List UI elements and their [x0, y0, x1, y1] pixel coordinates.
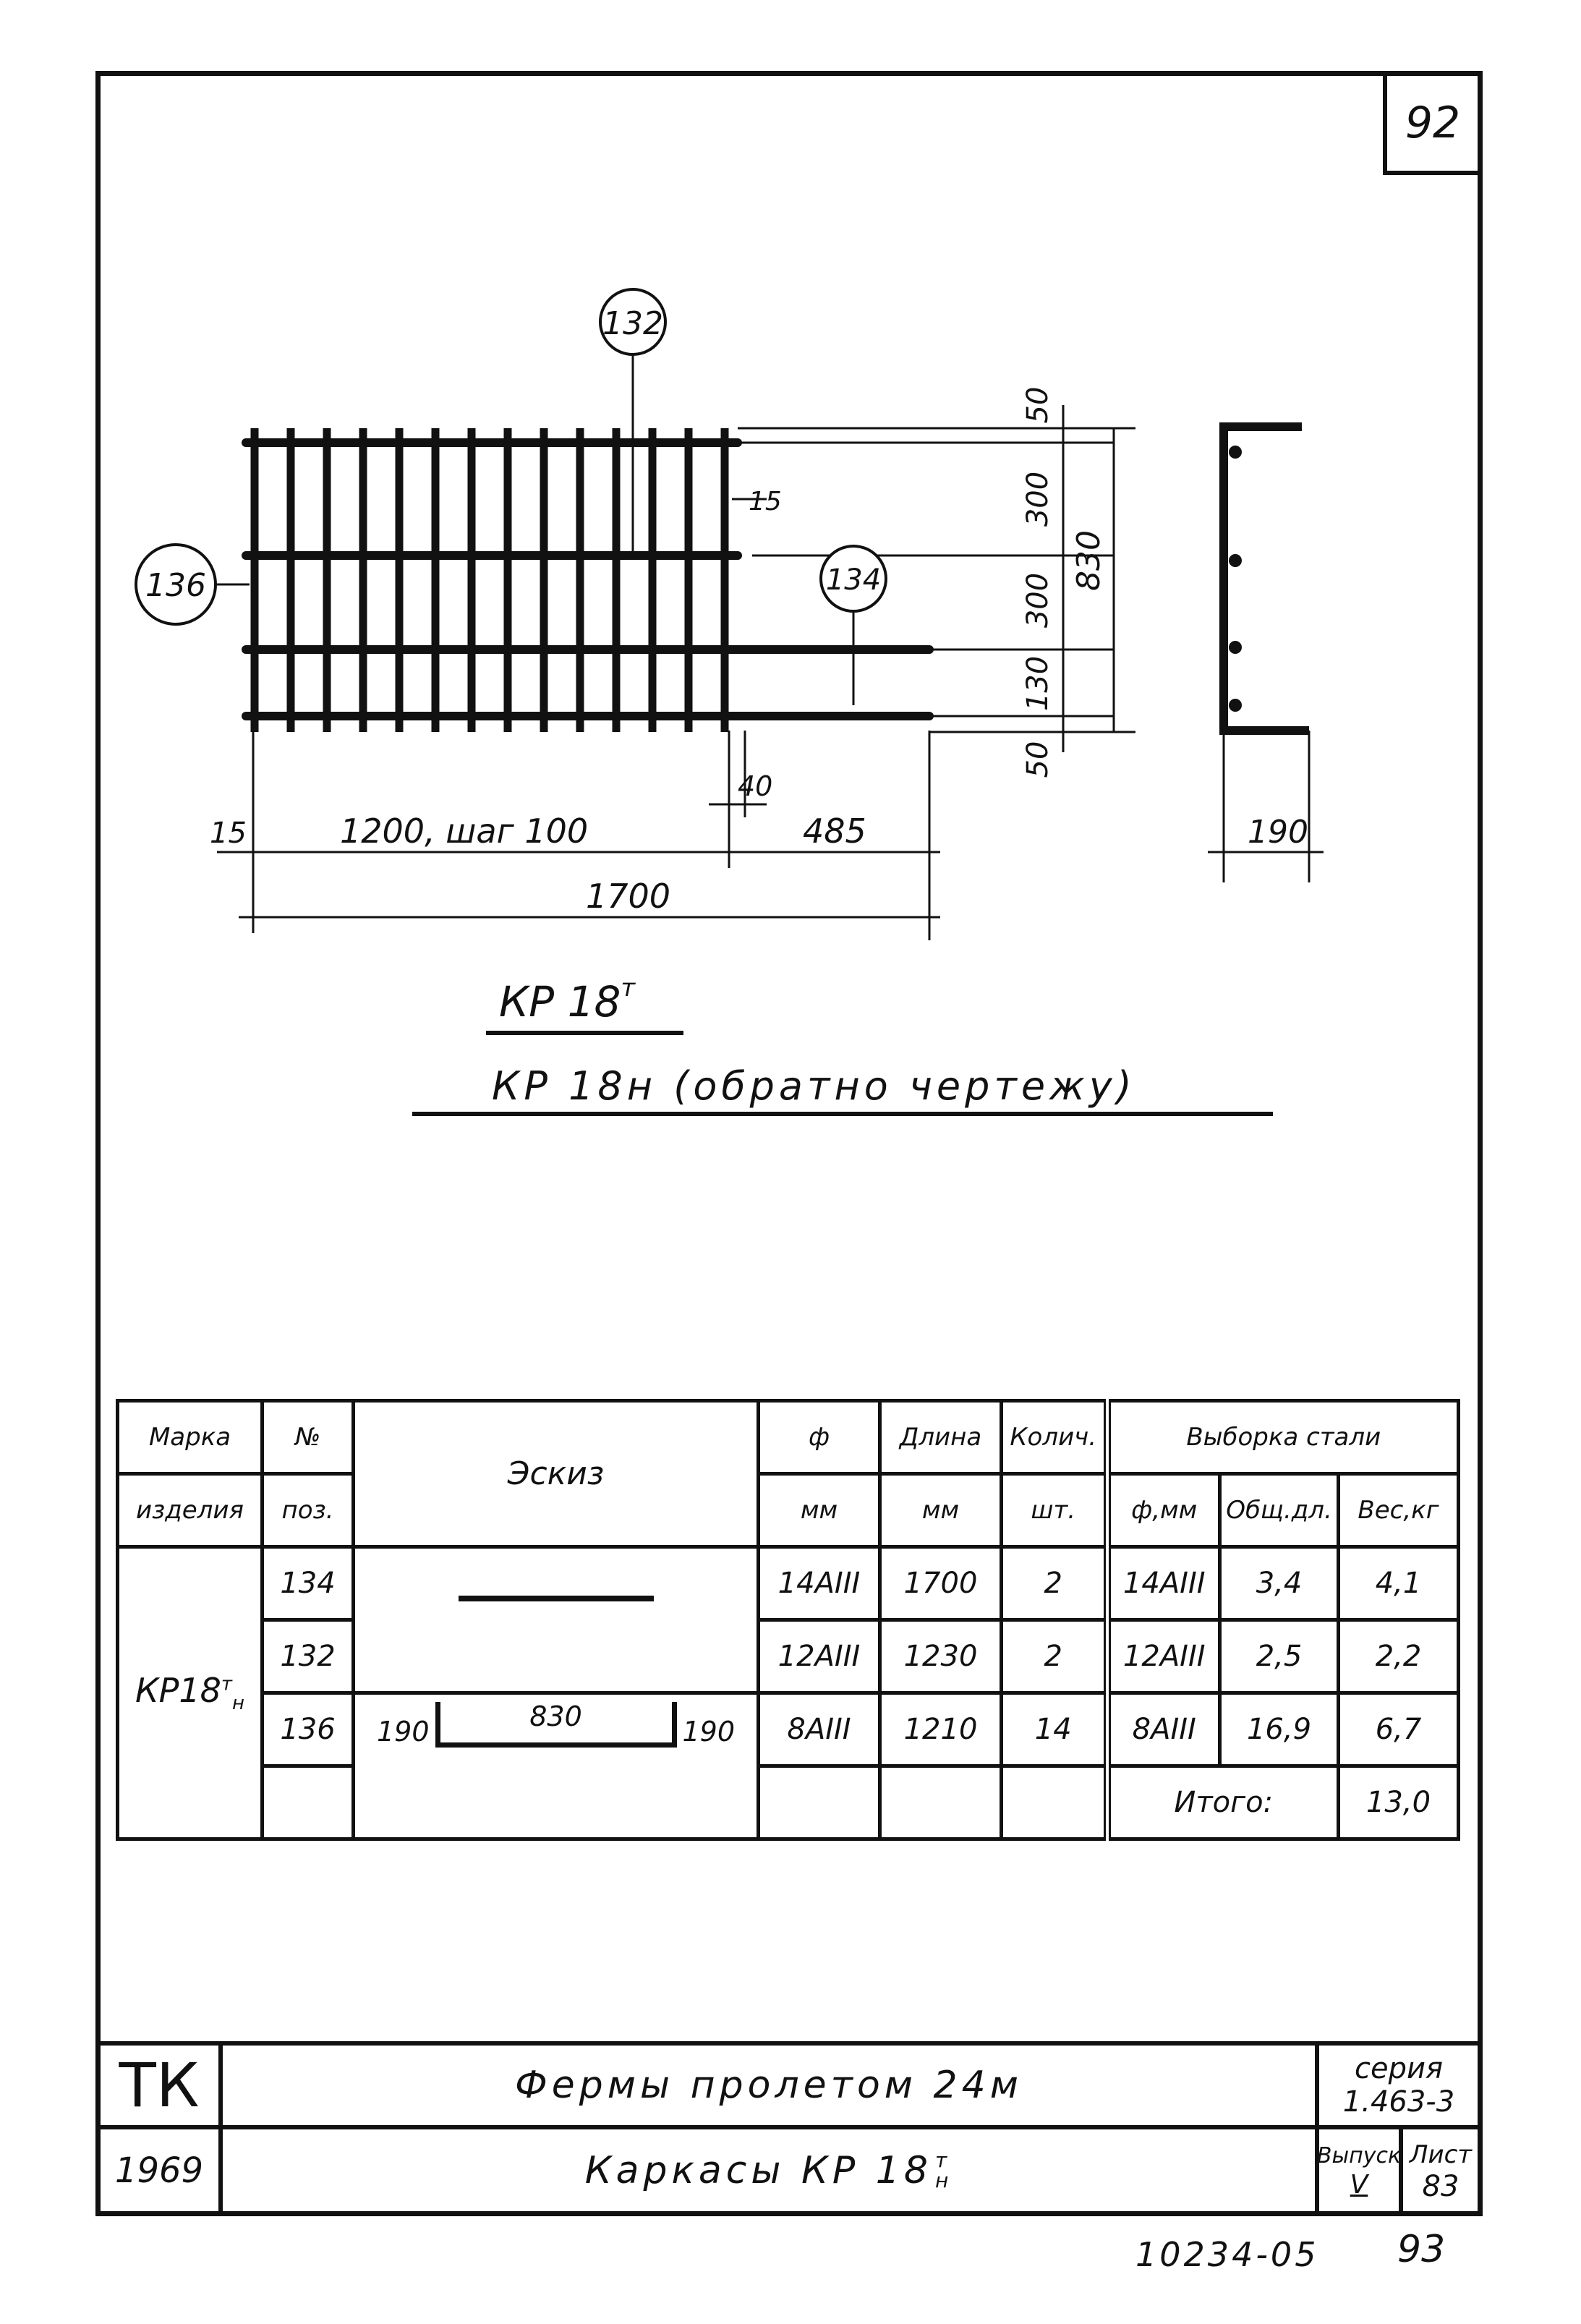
- transverse-bars: [255, 428, 725, 732]
- series-value: 1.463-3: [1342, 2085, 1455, 2119]
- hdr-dia-bot: мм: [759, 1474, 880, 1547]
- hdr-steel: Выборка стали: [1107, 1401, 1459, 1474]
- sheet-value: 83: [1422, 2170, 1459, 2203]
- rebar-cage-drawing: [0, 0, 1581, 1157]
- hdr-steel-len: Общ.дл.: [1220, 1474, 1339, 1547]
- sheet-cell: [1399, 2125, 1483, 2216]
- row-steel-len: 2,5: [1220, 1620, 1339, 1693]
- row-steel-wt: 6,7: [1339, 1693, 1459, 1766]
- table-row: [118, 1693, 1459, 1766]
- hdr-steel-dia: ф,мм: [1107, 1474, 1220, 1547]
- issue-value: V: [1350, 2170, 1368, 2200]
- hdr-pos-bot: поз.: [263, 1474, 354, 1547]
- sheet-number: 92: [1405, 98, 1461, 148]
- issue-cell: [1315, 2125, 1403, 2216]
- year: 1969: [95, 2125, 223, 2216]
- total-value: 13,0: [1339, 1766, 1459, 1839]
- hdr-sketch: Эскиз: [354, 1401, 759, 1547]
- caption-kr18n: КР 18н (обратно чертежу): [492, 1063, 1136, 1109]
- sketch-straight: [354, 1547, 759, 1693]
- org-code: ТК: [95, 2041, 223, 2129]
- row-length: 1230: [880, 1620, 1002, 1693]
- row-pos: 132: [263, 1620, 354, 1693]
- row-steel-dia: 14АIII: [1107, 1547, 1220, 1620]
- table-row: [118, 1547, 1459, 1620]
- spec-table: [116, 1399, 1460, 1841]
- row-steel-len: 3,4: [1220, 1547, 1339, 1620]
- dim-190-section: 190: [1248, 814, 1308, 851]
- hdr-steel-wt: Вес,кг: [1339, 1474, 1459, 1547]
- row-qty: 2: [1002, 1620, 1107, 1693]
- row-dia: 8АIII: [759, 1693, 880, 1766]
- hdr-qty-top: Колич.: [1002, 1401, 1107, 1474]
- hdr-pos-top: №: [263, 1401, 354, 1474]
- dim-50-top: 50: [1021, 386, 1054, 424]
- section-bars: [1229, 446, 1242, 712]
- callout-132: 132: [602, 305, 663, 342]
- row-dia: 14АIII: [759, 1547, 880, 1620]
- dim-485: 485: [803, 812, 866, 851]
- dim-830: 830: [1070, 530, 1107, 591]
- total-label: Итого:: [1107, 1766, 1339, 1839]
- row-steel-dia: 8АIII: [1107, 1693, 1220, 1766]
- row-steel-len: 16,9: [1220, 1693, 1339, 1766]
- table-row-total: [118, 1766, 1459, 1839]
- dim-300-a: 300: [1021, 471, 1054, 527]
- dim-1700: 1700: [586, 877, 671, 916]
- dim-15-left: 15: [210, 817, 247, 850]
- row-pos: 134: [263, 1547, 354, 1620]
- series-label: серия: [1354, 2052, 1444, 2085]
- caption-kr18t: КР $18^т$: [499, 974, 636, 1026]
- sketch-u-bar: 190 830 190: [354, 1693, 759, 1839]
- row-qty: 14: [1002, 1693, 1107, 1766]
- hdr-mark-bot: изделия: [118, 1474, 263, 1547]
- title-line-1: Фермы пролетом 24м: [218, 2041, 1319, 2129]
- dim-50-bottom: 50: [1021, 741, 1054, 778]
- hdr-len-bot: мм: [880, 1474, 1002, 1547]
- issue-label: Выпуск: [1316, 2143, 1402, 2168]
- product-mark: $КР18^т_н$: [118, 1547, 263, 1839]
- sheet-label: Лист: [1409, 2140, 1473, 2169]
- page-number: 93: [1397, 2228, 1446, 2271]
- callout-136: 136: [145, 567, 206, 604]
- dim-40: 40: [738, 770, 773, 802]
- row-length: 1210: [880, 1693, 1002, 1766]
- table-row: [118, 1620, 1459, 1693]
- row-steel-wt: 2,2: [1339, 1620, 1459, 1693]
- hdr-qty-bot: шт.: [1002, 1474, 1107, 1547]
- title-block: [95, 2041, 1483, 2216]
- dim-130: 130: [1021, 655, 1054, 712]
- dim-300-b: 300: [1021, 572, 1054, 629]
- doc-code: 10234-05: [1135, 2235, 1319, 2274]
- row-qty: 2: [1002, 1547, 1107, 1620]
- callout-134: 134: [825, 563, 882, 597]
- row-length: 1700: [880, 1547, 1002, 1620]
- row-pos: 136: [263, 1693, 354, 1766]
- dim-1200: 1200, шаг 100: [340, 812, 589, 851]
- dim-15-right: 15: [749, 487, 782, 516]
- hdr-dia-top: ф: [759, 1401, 880, 1474]
- row-steel-wt: 4,1: [1339, 1547, 1459, 1620]
- row-dia: 12АIII: [759, 1620, 880, 1693]
- title-line-2: Каркасы КР 18 т н: [218, 2125, 1319, 2216]
- row-steel-dia: 12АIII: [1107, 1620, 1220, 1693]
- series-cell: [1315, 2041, 1483, 2129]
- hdr-len-top: Длина: [880, 1401, 1002, 1474]
- hdr-mark-top: Марка: [118, 1401, 263, 1474]
